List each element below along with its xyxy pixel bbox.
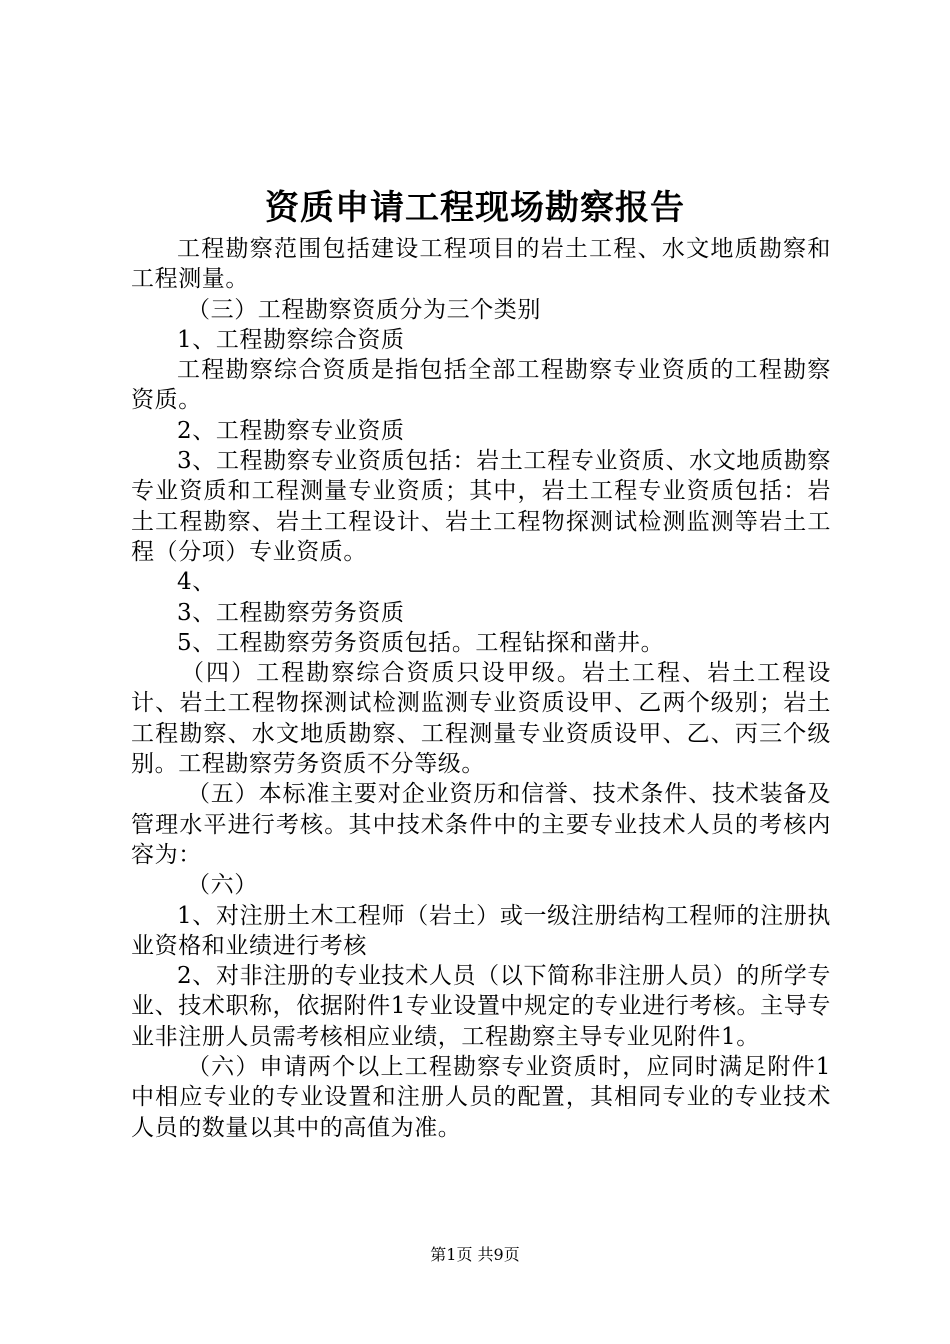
paragraph-scope: 工程勘察范围包括建设工程项目的岩土工程、水文地质勘察和工程测量。: [131, 236, 831, 293]
paragraph-item-1: 1、工程勘察综合资质: [177, 326, 405, 353]
paragraph-item-3-professional: 3、工程勘察专业资质包括：岩土工程专业资质、水文地质勘察专业资质和工程测量专业资质；其中，岩土工程专业资质包括：岩土工程勘察、岩土工程设计、岩土工程物探测试检测监测等岩土工程（分项）专业资质。: [131, 448, 831, 565]
paragraph-comprehensive: 工程勘察综合资质是指包括全部工程勘察专业资质的工程勘察资质。: [131, 357, 831, 414]
paragraph-non-registered: 2、对非注册的专业技术人员（以下简称非注册人员）的所学专业、技术职称，依据附件1专业设置中规定的专业进行考核。主导专业非注册人员需考核相应业绩，工程勘察主导专业见附件1。: [131, 963, 831, 1050]
paragraph-item-4: 4、: [177, 569, 216, 596]
paragraph-registered: 1、对注册土木工程师（岩土）或一级注册结构工程师的注册执业资格和业绩进行考核: [131, 902, 831, 959]
paragraph-item-2: 2、工程勘察专业资质: [177, 417, 405, 444]
document-title: 资质申请工程现场勘察报告: [265, 188, 685, 228]
paragraph-heading-3: （三）工程勘察资质分为三个类别: [187, 296, 541, 323]
paragraph-item-5: 5、工程勘察劳务资质包括。工程钻探和凿井。: [177, 629, 665, 656]
paragraph-heading-6: （六）: [187, 872, 258, 899]
document-body: [131, 234, 831, 1143]
paragraph-heading-5: （五）本标准主要对企业资历和信誉、技术条件、技术装备及管理水平进行考核。其中技术条件中的主要专业技术人员的考核内容为：: [131, 781, 831, 868]
paragraph-multiple-qualifications: （六）申请两个以上工程勘察专业资质时，应同时满足附件1中相应专业的专业设置和注册人员的配置，其相同专业的专业技术人员的数量以其中的高值为准。: [131, 1054, 831, 1141]
paragraph-heading-4: （四）工程勘察综合资质只设甲级。岩土工程、岩土工程设计、岩土工程物探测试检测监测专业资质设甲、乙两个级别；岩土工程勘察、水文地质勘察、工程测量专业资质设甲、乙、丙三个级别。工程勘察劳务资质不分等级。: [131, 660, 831, 778]
page-number-footer: 第1页 共9页: [430, 1245, 520, 1264]
paragraph-item-3-labor: 3、工程勘察劳务资质: [177, 599, 405, 626]
